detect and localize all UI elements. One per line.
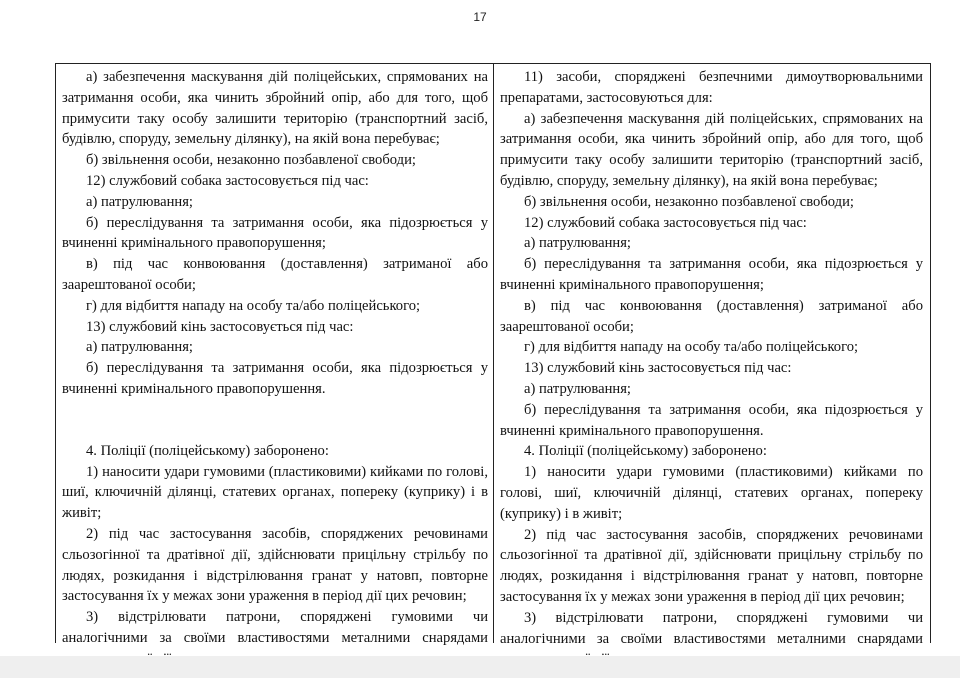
paragraph: 2) під час застосування засобів, споряджених речовинами сльозогінної та дратівної дії, здійснювати прицільну стрільбу по людях, розкидання і відстрілювання гранат у натовп, повторне застосування їх у межах зони ураження в період дії цих речовин;: [62, 525, 488, 605]
paragraph: б) переслідування та затримання особи, яка підозрюється у вчиненні кримінального правопорушення;: [62, 214, 488, 252]
paragraph: а) забезпечення маскування дій поліцейських, спрямованих на затримання особи, яка чинить збройний опір, або для того, щоб примусити таку особу залишити територію (транспортний засіб, будівлю, споруду, земельну ділянку), на якій вона перебуває;: [500, 110, 923, 189]
scan-edge: [0, 656, 960, 678]
blank-space: [62, 400, 488, 441]
paragraph: б) звільнення особи, незаконно позбавленої свободи;: [86, 152, 416, 169]
paragraph: 4. Поліції (поліцейському) заборонено:: [86, 442, 329, 459]
paragraph: г) для відбиття нападу на особу та/або поліцейського;: [86, 297, 421, 314]
paragraph: г) для відбиття нападу на особу та/або поліцейського;: [524, 339, 859, 356]
paragraph: в) під час конвоювання (доставлення) затриманої або заарештованої особи;: [500, 297, 923, 335]
left-column: [56, 64, 494, 646]
paragraph: 4. Поліції (поліцейському) заборонено:: [524, 443, 767, 460]
paragraph: б) переслідування та затримання особи, яка підозрюється у вчиненні кримінального правопорушення.: [62, 360, 488, 397]
paragraph: б) переслідування та затримання особи, яка підозрюється у вчиненні кримінального правопорушення.: [500, 401, 923, 439]
paragraph: 3) відстрілювати патрони, споряджені гумовими чи аналогічними за своїми властивостями металними снарядами: [62, 609, 488, 646]
paragraph: 12) службовий собака застосовується під час:: [86, 172, 369, 189]
paragraph: 13) службовий кінь застосовується під час:: [86, 318, 354, 335]
page-number: 17: [473, 10, 487, 24]
paragraph: в) під час конвоювання (доставлення) затриманої або заарештованої особи;: [62, 256, 488, 293]
paragraph: б) звільнення особи, незаконно позбавленої свободи;: [524, 193, 854, 210]
paragraph: а) забезпечення маскування дій поліцейських, спрямованих на затримання особи, яка чинить збройний опір, або для того, щоб примусити таку особу залишити територію (транспортний засіб, будівлю, споруду, земельну ділянку), на якій вона перебуває;: [62, 69, 488, 148]
comparison-table: [55, 63, 931, 647]
paragraph: 11) засоби, споряджені безпечними димоутворювальними препаратами, застосовуються для:: [500, 69, 923, 106]
paragraph: а) патрулювання;: [86, 193, 193, 210]
paragraph: 3) відстрілювати патрони, споряджені гумовими чи аналогічними за своїми властивостями металними снарядами: [500, 609, 923, 647]
right-column: [494, 64, 929, 647]
paragraph: 1) наносити удари гумовими (пластиковими) кийками по голові, шиї, ключичній ділянці, статевих органах, попереку (куприку) і в живіт;: [500, 464, 923, 522]
paragraph: 2) під час застосування засобів, споряджених речовинами сльозогінної та дратівної дії, здійснювати прицільну стрільбу по людях, розкидання і відстрілювання гранат у натовп, повторне застосування їх у межах зони ураження в період дії цих речовин;: [500, 526, 923, 605]
paragraph: 12) службовий собака застосовується під час:: [524, 214, 807, 231]
paragraph: а) патрулювання;: [524, 380, 631, 397]
paragraph: а) патрулювання;: [524, 235, 631, 252]
paragraph: 13) службовий кінь застосовується під час:: [524, 360, 792, 377]
paragraph: а) патрулювання;: [86, 339, 193, 356]
paragraph: б) переслідування та затримання особи, яка підозрюється у вчиненні кримінального правопорушення;: [500, 256, 923, 293]
paragraph: 1) наносити удари гумовими (пластиковими) кийками по голові, шиї, ключичній ділянці, статевих органах, попереку (куприку) і в живіт;: [62, 463, 488, 522]
